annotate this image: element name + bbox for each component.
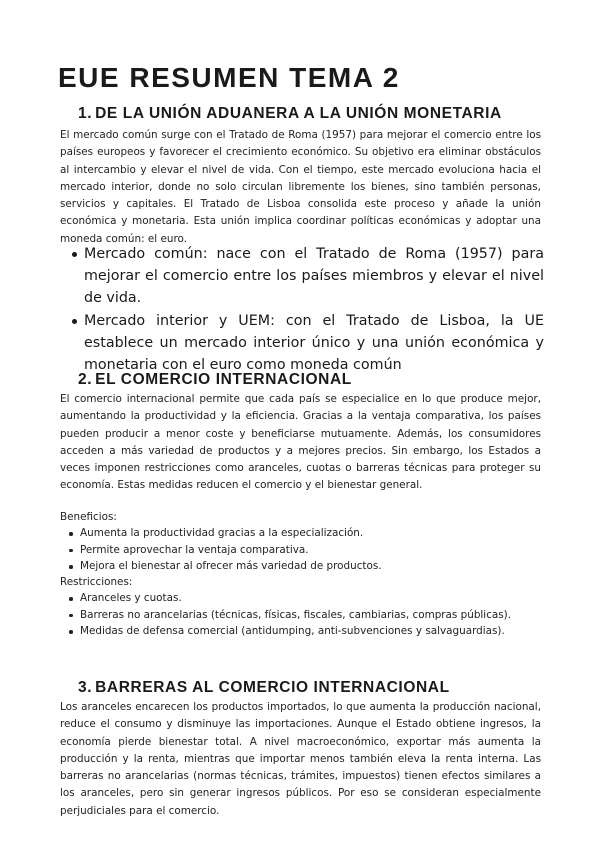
section-2-paragraph: El comercio internacional permite que cada país se especialice en lo que produce mejor, aumentando la productividad y la eficiencia. Gracias a la ventaja comparativa, los países pueden producir a menor coste y beneficiarse mutuamente. Además, los consumidores acceden a más variedad de productos y a mejores precios. Sin embargo, los Estados a veces imponen restricciones como aranceles, cuotas o barreras técnicas para proteger su economía. Estas medidas reducen el comercio y el bienestar general.: [60, 393, 541, 492]
restrictions-list: [68, 590, 538, 640]
list-item: Mejora el bienestar al ofrecer más variedad de productos.: [68, 558, 538, 575]
restrictions-label: Restricciones:: [60, 576, 133, 588]
section-1-title: DE LA UNIÓN ADUANERA A LA UNIÓN MONETARIA: [95, 105, 502, 122]
list-item: Barreras no arancelarias (técnicas, físicas, fiscales, cambiarias, compras públicas).: [68, 607, 538, 624]
section-3-paragraph: Los aranceles encarecen los productos importados, lo que aumenta la producción nacional, reduce el consumo y disminuye las importaciones. Aunque el Estado obtiene ingresos, la economía pierde bienestar total. A nivel macroeconómico, exportar más aumenta la producción y la renta, mientras que importar menos también eleva la renta interna. Las barreras no arancelarias (normas técnicas, trámites, impuestos) tienen efectos similares a los aranceles, pero sin generar ingresos públicos. Por eso se consideran especialmente perjudiciales para el comercio.: [60, 701, 541, 817]
section-1-number: 1.: [78, 105, 93, 122]
list-item: Aumenta la productividad gracias a la especialización.: [68, 525, 538, 542]
section-3-number: 3.: [78, 679, 93, 696]
section-1-heading: [78, 104, 502, 124]
list-item: Medidas de defensa comercial (antidumping, anti-subvenciones y salvaguardias).: [68, 623, 538, 640]
list-item: Mercado interior y UEM: con el Tratado de Lisboa, la UE establece un mercado interior único y una unión económica y monetaria con el euro como moneda común: [72, 310, 544, 377]
section-1-paragraph: El mercado común surge con el Tratado de Roma (1957) para mejorar el comercio entre los países europeos y favorecer el crecimiento económico. Su objetivo era eliminar obstáculos al intercambio y elevar el nivel de vida. Con el tiempo, este mercado evoluciona hacia el mercado interior, donde no solo circulan libremente los bienes, sino también personas, servicios y capitales. El Tratado de Lisboa consolida este proceso y añade la unión económica y monetaria. Esta unión implica coordinar políticas económicas y adoptar una moneda común: el euro.: [60, 129, 541, 245]
section-3-heading: [78, 678, 450, 698]
page-title: EUE RESUMEN TEMA 2: [58, 62, 400, 93]
section-2-title: EL COMERCIO INTERNACIONAL: [95, 371, 352, 388]
list-item: Permite aprovechar la ventaja comparativa.: [68, 542, 538, 559]
benefits-list: [68, 525, 538, 575]
section-1-bullet-list: [72, 243, 544, 376]
list-item: Aranceles y cuotas.: [68, 590, 538, 607]
benefits-label: Beneficios:: [60, 511, 117, 523]
section-2-number: 2.: [78, 371, 93, 388]
section-2-heading: [78, 370, 352, 390]
list-item: Mercado común: nace con el Tratado de Roma (1957) para mejorar el comercio entre los países miembros y elevar el nivel de vida.: [72, 243, 544, 310]
section-3-title: BARRERAS AL COMERCIO INTERNACIONAL: [95, 679, 450, 696]
